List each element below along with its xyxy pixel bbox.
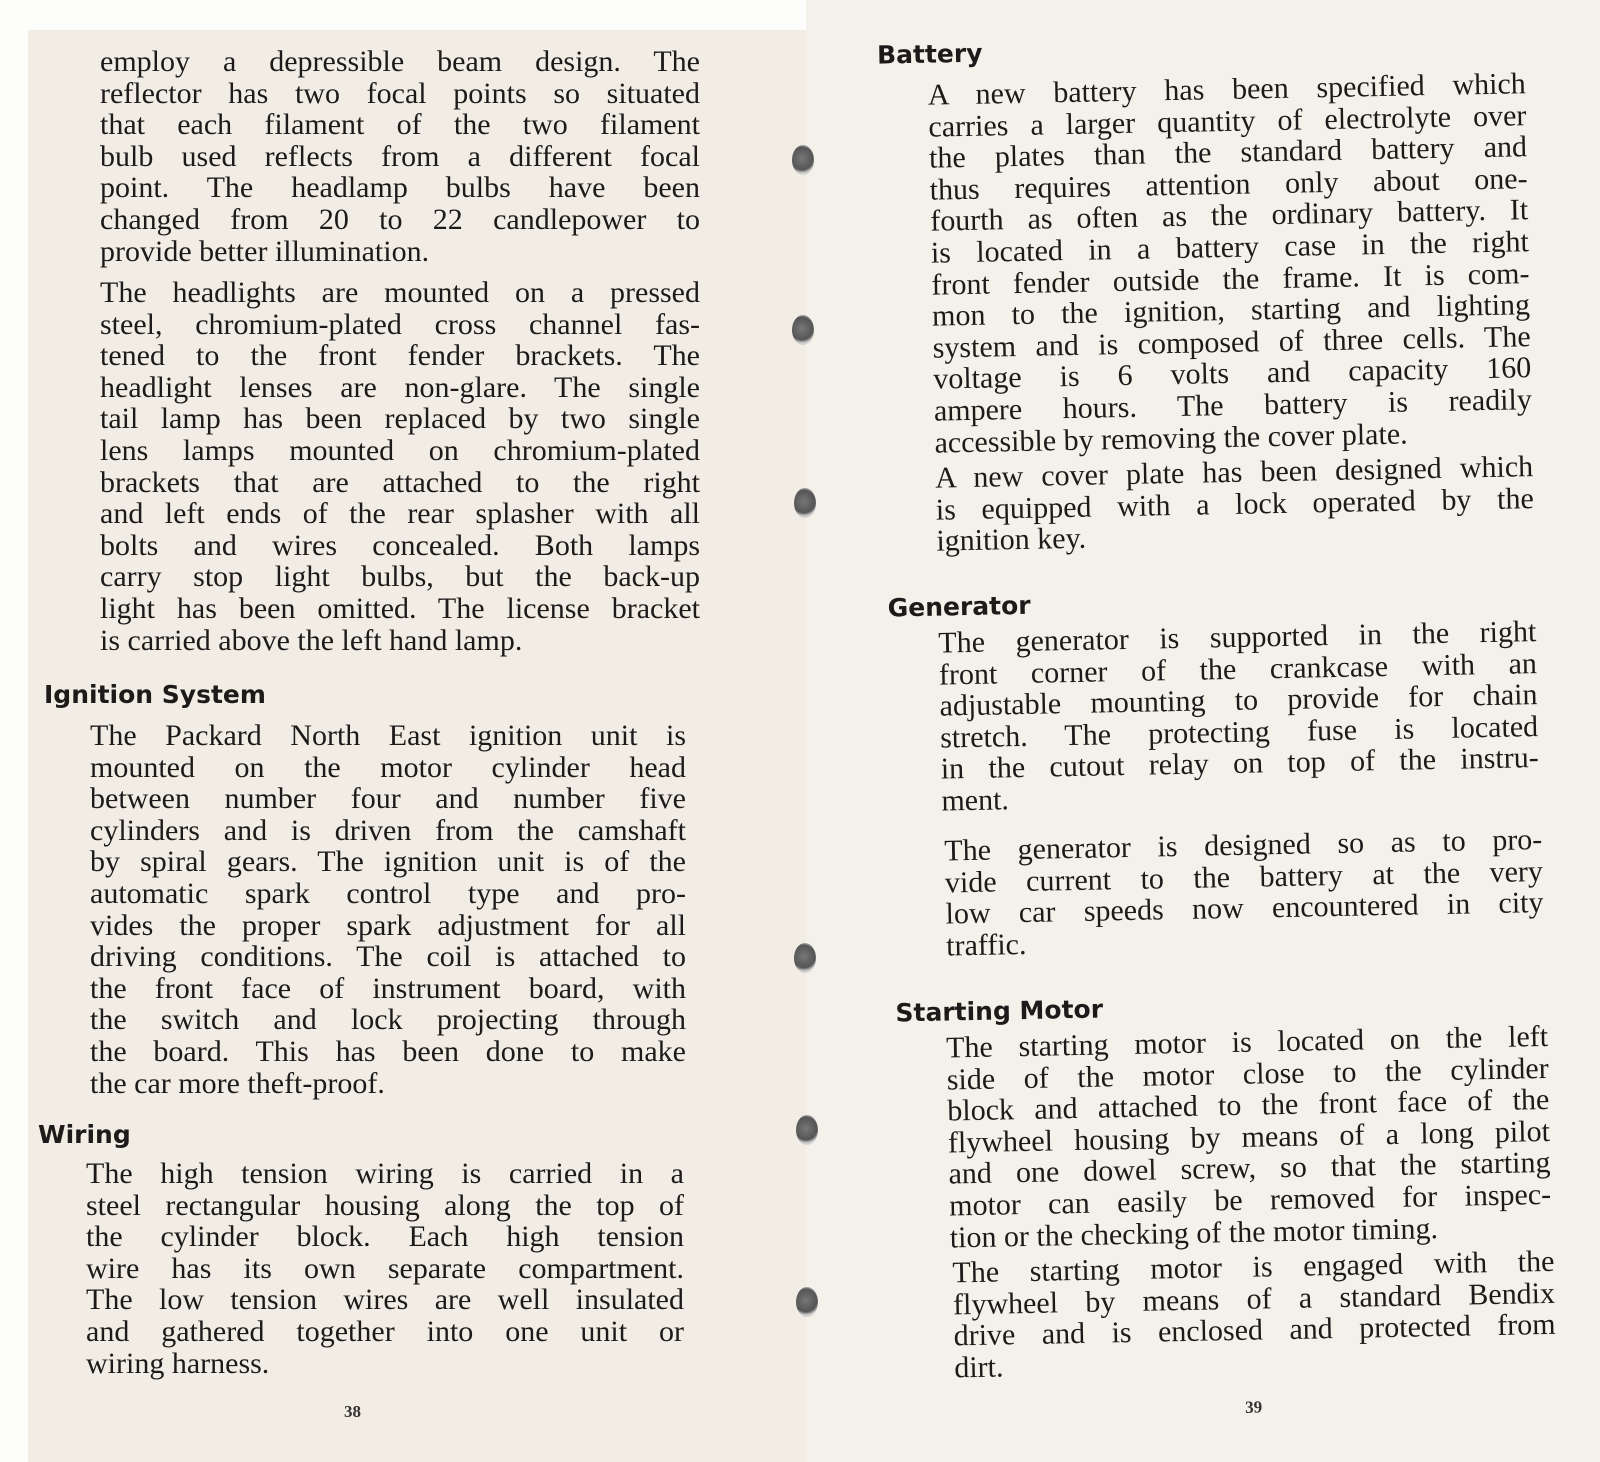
text-line: The headlights are mounted on a pressed <box>100 276 700 309</box>
text-line: accessible by removing the cover plate. <box>934 417 1408 460</box>
text-line: mon to the ignition, starting and lighting <box>931 288 1531 333</box>
text-line: voltage is 6 volts and capacity 160 <box>932 351 1532 396</box>
text-line: and left ends of the rear splasher with all <box>100 497 700 531</box>
text-line: The high tension wiring is carried in a <box>86 1157 684 1190</box>
paragraph-headlamp-intro <box>100 46 700 267</box>
text-line: in the cutout relay on top of the instru- <box>940 741 1540 786</box>
right-page <box>806 0 1600 1462</box>
text-line: employ a depressible beam design. The <box>100 45 700 78</box>
binding-hole <box>794 943 816 973</box>
paragraph-wiring <box>86 1158 684 1379</box>
text-line: front corner of the crankcase with an <box>938 646 1538 692</box>
text-line: ampere hours. The battery is readily <box>933 383 1533 428</box>
paragraph-battery <box>928 68 1533 459</box>
text-line: lens lamps mounted on chromium-plated <box>100 433 700 467</box>
text-line: drive and is enclosed and protected from <box>953 1308 1556 1353</box>
text-line: wire has its own separate compartment. <box>86 1251 684 1285</box>
text-line: side of the motor close to the cylinder <box>946 1051 1549 1097</box>
text-line: reflector has two focal points so situated <box>100 76 700 110</box>
heading-battery: Battery <box>876 38 983 70</box>
text-line: block and attached to the front face of the <box>947 1083 1550 1128</box>
binding-hole <box>796 1115 818 1145</box>
text-line: bolts and wires concealed. Both lamps <box>100 528 700 562</box>
text-line: tail lamp has been replaced by two single <box>100 402 700 436</box>
text-line: tion or the checking of the motor timing. <box>949 1211 1439 1255</box>
text-line: ment. <box>941 783 1010 818</box>
text-line: thus requires attention only about one- <box>929 161 1528 207</box>
left-page <box>28 30 808 1462</box>
text-line: tened to the front fender brackets. The <box>100 339 700 373</box>
text-line: point. The headlamp bulbs have been <box>100 171 700 205</box>
text-line: dirt. <box>953 1350 1004 1385</box>
text-line: bulb used reflects from a different focal <box>100 139 700 173</box>
heading-wiring: Wiring <box>38 1120 131 1149</box>
text-line: carries a larger quantity of electrolyte over <box>928 98 1527 144</box>
text-line: stretch. The protecting fuse is located <box>939 709 1539 755</box>
text-line: adjustable mounting to provide for chain <box>939 678 1538 723</box>
text-line: The starting motor is located on the left <box>945 1019 1549 1065</box>
text-line: is carried above the left hand lamp. <box>100 623 523 657</box>
text-line: automatic spark control type and pro- <box>90 876 686 910</box>
text-line: system and is composed of three cells. The <box>932 319 1531 365</box>
paragraph-headlights <box>100 277 700 656</box>
text-line: light has been omitted. The license bracket <box>100 591 700 625</box>
heading-ignition-system: Ignition System <box>44 680 266 709</box>
paragraph-bendix <box>952 1246 1556 1384</box>
text-line: The generator is designed so as to pro- <box>944 823 1543 868</box>
text-line: A new battery has been specified which <box>927 67 1527 112</box>
text-line: vide current to the battery at the very <box>944 854 1544 900</box>
text-line: and gathered together into one unit or <box>86 1314 684 1348</box>
binding-hole <box>792 315 814 345</box>
page-number: 38 <box>344 1402 361 1421</box>
paragraph-battery-cover <box>935 451 1535 557</box>
text-line: mounted on the motor cylinder head <box>90 750 686 784</box>
text-line: front fender outside the frame. It is com- <box>931 256 1530 302</box>
text-line: the front face of instrument board, with <box>90 971 686 1005</box>
page-number: 39 <box>1244 1397 1263 1417</box>
text-line: steel rectangular housing along the top of <box>86 1188 684 1222</box>
text-line: by spiral gears. The ignition unit is of the <box>90 845 686 879</box>
text-line: the plates than the standard battery and <box>928 130 1528 175</box>
text-line: and one dowel screw, so that the starting <box>948 1146 1551 1191</box>
text-line: flywheel housing by means of a long pilot <box>947 1114 1551 1160</box>
text-line: changed from 20 to 22 candlepower to <box>100 202 700 236</box>
text-line: The Packard North East ignition unit is <box>90 719 686 752</box>
text-line: motor can easily be removed for inspec- <box>948 1177 1552 1223</box>
text-line: is located in a battery case in the right <box>930 225 1530 270</box>
paragraph-ignition <box>90 720 686 1099</box>
paragraph-starting-motor <box>946 1021 1552 1254</box>
binding-hole <box>794 488 816 518</box>
text-line: that each filament of the two filament <box>100 108 700 142</box>
text-line: the board. This has been done to make <box>90 1034 686 1068</box>
text-line: fourth as often as the ordinary battery. It <box>929 193 1529 239</box>
text-line: provide better illumination. <box>100 234 430 268</box>
binding-hole <box>792 145 814 175</box>
text-line: The low tension wires are well insulated <box>86 1283 684 1317</box>
text-line: wiring harness. <box>86 1346 270 1380</box>
text-line: cylinders and is driven from the camshaft <box>90 813 686 847</box>
text-line: carry stop light bulbs, but the back-up <box>100 560 700 594</box>
paragraph-generator <box>938 616 1540 817</box>
text-line: steel, chromium-plated cross channel fas- <box>100 307 700 341</box>
paragraph-generator-current <box>944 824 1544 962</box>
text-line: the car more theft-proof. <box>90 1066 385 1100</box>
binding-hole <box>796 1287 818 1317</box>
text-line: driving conditions. The coil is attached to <box>90 940 686 974</box>
text-line: the switch and lock projecting through <box>90 1003 686 1037</box>
text-line: low car speeds now encountered in city <box>945 886 1544 931</box>
text-line: traffic. <box>945 927 1027 963</box>
heading-generator: Generator <box>887 590 1031 623</box>
text-line: ignition key. <box>936 521 1087 558</box>
text-line: the cylinder block. Each high tension <box>86 1220 684 1254</box>
heading-starting-motor: Starting Motor <box>895 994 1104 1028</box>
text-line: between number four and number five <box>90 782 686 816</box>
text-line: is equipped with a lock operated by the <box>935 481 1535 527</box>
text-line: The starting motor is engaged with the <box>952 1244 1555 1290</box>
text-line: vides the proper spark adjustment for all <box>90 908 686 942</box>
text-line: A new cover plate has been designed which <box>934 450 1534 495</box>
text-line: brackets that are attached to the right <box>100 465 700 499</box>
text-line: flywheel by means of a standard Bendix <box>952 1276 1556 1322</box>
text-line: The generator is supported in the right <box>938 615 1537 660</box>
text-line: headlight lenses are non-glare. The single <box>100 370 700 404</box>
